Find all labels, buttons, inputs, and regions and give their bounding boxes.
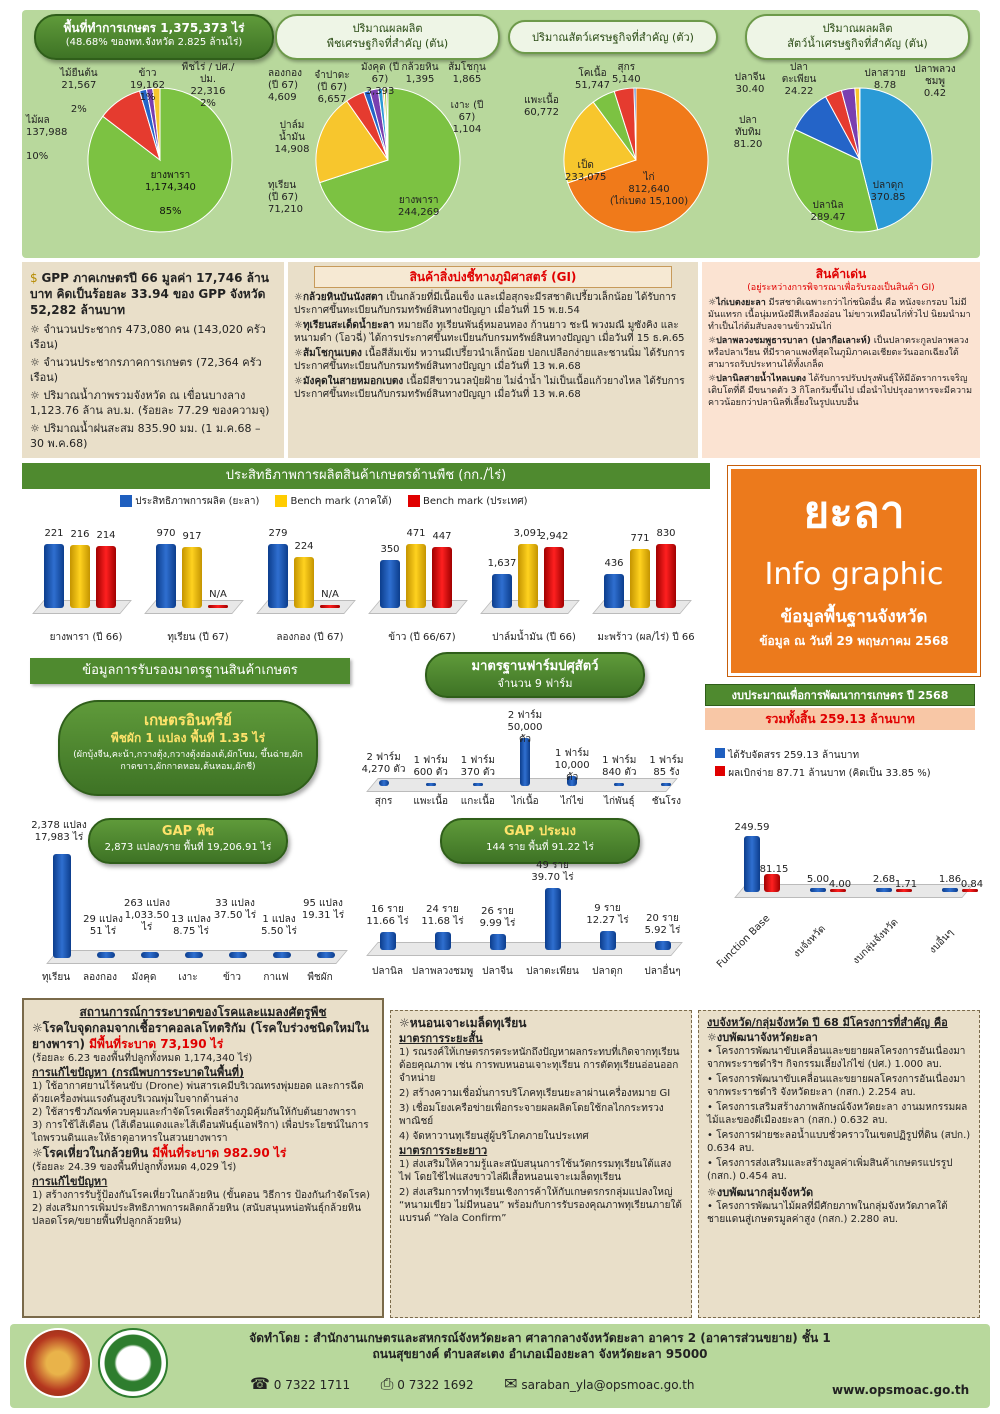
disease-1-head: ☼โรคใบจุดกลมจากเชื้อราคอลเลโทตริกัม (โรคใบร่วงชนิดใหม่ในยางพารา) มีพื้นที่ระบาด 73,190 ไร่ (32, 1021, 369, 1051)
farm-category-2: แกะเนื้อ (460, 796, 495, 807)
durian-short-4: 4) จัดหาวานทุเรียนสู่ผู้บริโภคภายในประเทศ (399, 1131, 589, 1142)
legend-swatch-yala (120, 495, 132, 507)
eff-value-1-2: N/A (209, 589, 227, 600)
gap-plant-value-1: 29 แปลง 51 ไร่ (83, 914, 123, 937)
gpp-text: $ GPP ภาคเกษตรปี 66 มูลค่า 17,746 ล้านบาท คิดเป็นร้อยละ 33.94 ของ GPP จังหวัด 52,282 ล้านบาท (30, 271, 269, 317)
farm-bar-6 (661, 783, 671, 786)
gap-plant-category-1: ลองกอง (83, 972, 117, 983)
eff-value-5-1: 771 (630, 532, 650, 544)
gap-fish-value-4: 9 ราย 12.27 ไร่ (586, 902, 629, 926)
disease-1-fix-1: 1) ใช้อากาศยานไร้คนขับ (Drone) พ่นสารเคมีบริเวณทรงพุ่มยอด และการฉีดด้วยเครื่องพ่นแรงดันสูงบริเวณพุ่มใบจากด้านล่าง (32, 1081, 364, 1105)
efficiency-legend: ประสิทธิภาพการผลิต (ยะลา) Bench mark (ภาคใต้) Bench mark (ประเทศ) (120, 495, 680, 508)
eff-value-2-0: 279 (268, 528, 288, 539)
eff-value-0-2: 214 (96, 530, 116, 542)
disease-2-fix-head: การแก้ไขปัญหา (32, 1175, 108, 1188)
pie2-label-rubber: ยางพารา 244,269 (398, 195, 440, 218)
eff-bar-0-1 (70, 545, 90, 608)
budget-category-1: งบจังหวัด (791, 923, 828, 960)
gap-plant-bar-4 (229, 952, 247, 958)
budget-chart (700, 820, 984, 990)
budget-title: งบประมาณเพื่อการพัฒนาการเกษตร ปี 2568 (705, 684, 975, 706)
pie1-label-fieldcrop: พืชไร่ / ปศ./ปม. 22,316 2% (181, 62, 235, 109)
gap-fish-category-4: ปลาดุก (592, 966, 623, 977)
projects-group-1: • โครงการพัฒนาไม้ผลที่มีศักยภาพในกลุ่มจังหวัดภาคใต้ชายแดนสู่เกษตรมูลค่าสูง (กสก.) 2.280 ลบ. (707, 1201, 948, 1225)
eff-value-4-0: 1,637 (487, 558, 517, 570)
gap-fish-category-3: ปลาตะเพียน (526, 966, 579, 977)
eff-value-4-2: 2,942 (539, 531, 569, 543)
eff-bar-0-0 (44, 544, 64, 608)
farm-bar-0 (379, 780, 389, 786)
gap-plant-value-2: 263 แปลง 1,033.50 ไร่ (123, 898, 171, 933)
pie3-label-chicken: ไก่ 812,640 (ไก่เบตง 15,100) (609, 172, 689, 207)
disease-1-fix-3: 3) การใช้ไส้เดือน (ไส้เดือนแดงและไส้เดือนพันธุ์แอฟริกา) เพื่อประโยชน์ในการไถพรวนดินและให้ธาตุอาหารในสวนยางพารา (32, 1120, 369, 1144)
gap-fish-pill (440, 818, 640, 864)
eff-bar-1-2 (208, 605, 228, 608)
pie2-label-longkong: ลองกอง (ปี 67) 4,609 (268, 68, 302, 103)
province-name: ยะลา (803, 487, 905, 538)
rain-text: ☼ ปริมาณน้ำฝนสะสม 835.90 มม. (1 ม.ค.68 – 30 พ.ค.68) (30, 422, 261, 450)
agri-population-text: ☼ จำนวนประชากรภาคการเกษตร (72,364 ครัวเรือน) (30, 356, 262, 384)
cert-title: ข้อมูลการรับรองมาตรฐานสินค้าเกษตร (30, 658, 350, 684)
gap-fish-value-5: 20 ราย 5.92 ไร่ (644, 912, 681, 936)
budget-legend-spent: ผลเบิกจ่าย 87.71 ล้านบาท (คิดเป็น 33.85 %) (715, 766, 985, 780)
farm-category-5: ไก่พันธุ์ (603, 796, 635, 807)
projects-prov-4: • โครงการฝายชะลอน้ำแบบชั่วคราวในเขตปฏิรูปที่ดิน (สปก.) 0.634 ลบ. (707, 1130, 971, 1154)
footer-contacts (250, 1376, 750, 1393)
efficiency-chart (22, 512, 710, 652)
eff-category-2: ลองกอง (ปี 67) (276, 632, 344, 643)
pie2-label-rambutan: เงาะ (ปี 67) 1,104 (450, 100, 484, 135)
gap-plant-sub: 2,873 แปลง/ราย พื้นที่ 19,206.91 ไร่ (104, 842, 272, 853)
eff-category-5: มะพร้าว (ผล/ไร่) ปี 66 (597, 632, 695, 643)
fish-title-pill: ปริมาณผลผลิต สัตว์น้ำเศรษฐกิจที่สำคัญ (ตัน) (745, 14, 970, 60)
money-icon: $ (30, 271, 42, 285)
farm-value-2: 1 ฟาร์ม 370 ตัว (460, 755, 496, 778)
durian-title: ☼หนอนเจาะเมล็ดทุเรียน (399, 1016, 527, 1030)
footer-line-1: จัดทำโดย : สำนักงานเกษตรและสหกรณ์จังหวัดยะลา ศาลากลางจังหวัดยะลา อาคาร 2 (อาคารส่วนขยาย) ชั้น 1 (249, 1331, 831, 1345)
farm-value-1: 1 ฟาร์ม 600 ตัว (413, 755, 448, 778)
highlight-item-3: ☼ปลานิลสายน้ำไหลเบตง ได้รับการปรับปรุงพันธุ์ให้มีอัตราการเจริญเติบโตที่ดี มีขนาดตัว 3 กิโลกรัมขึ้นไป เมื่อนำไปปรุงอาหารจะมีความคาวน้อยกว่าปลานิลที่เลี้ยงในรูปแบบอื่น (708, 374, 973, 408)
eff-bar-5-2 (656, 544, 676, 608)
data-date: ข้อมูล ณ วันที่ 29 พฤษภาคม 2568 (759, 634, 949, 648)
farm-bar-2 (473, 783, 483, 786)
farm-category-3: ไก่เนื้อ (511, 796, 539, 807)
pie3-label-pig: สุกร 5,140 (612, 62, 641, 85)
gap-plant-title: GAP พืช (161, 824, 215, 839)
organic-pill (58, 700, 318, 796)
gap-plant-category-0: ทุเรียน (41, 972, 71, 983)
gi-item-3: ☼ส้มโชกุนเบตง เนื้อสีส้มเข้ม หวานมีเปรี้ยวนำเล็กน้อย ปอกเปลือกง่ายและชานนิ่ม ได้รับการประกาศขึ้นทะเบียนกับกรมทรัพย์สินทางปัญญา เมื่อวันที่ 13 พ.ค.68 (294, 348, 685, 372)
eff-value-4-1: 3,091 (513, 528, 543, 539)
pie2-label-durian: ทุเรียน (ปี 67) 71,210 (268, 180, 303, 215)
durian-short-2: 2) สร้างความเชื่อมั่นการบริโภคทุเรียนยะลาผ่านเครื่องหมาย GI (399, 1088, 671, 1099)
budget-value-allocated-3: 1.86 (938, 874, 962, 885)
basic-info-panel (22, 262, 284, 458)
gap-fish-category-0: ปลานิล (371, 966, 404, 977)
farm-value-0: 2 ฟาร์ม 4,270 ตัว (361, 752, 406, 776)
agri-office-logo (24, 1328, 92, 1398)
projects-prov-5: • โครงการส่งเสริมและสร้างมูลค่าเพิ่มสินค้าเกษตรแปรรูป (กสก.) 0.454 ลบ. (707, 1158, 953, 1182)
eff-bar-1-0 (156, 544, 176, 608)
legend-swatch-south (275, 495, 287, 507)
animal-title-pill: ปริมาณสัตว์เศรษฐกิจที่สำคัญ (ตัว) (508, 20, 718, 54)
eff-category-3: ข้าว (ปี 66/67) (388, 632, 456, 643)
projects-panel (698, 1010, 980, 1318)
gap-fish-value-1: 24 ราย 11.68 ไร่ (421, 903, 464, 927)
eff-bar-3-2 (432, 547, 452, 608)
farm-bar-5 (614, 783, 624, 786)
projects-prov-1: • โครงการพัฒนาขับเคลื่อนและขยายผลโครงการอันเนื่องมาจากพระราชดำริฯ กิจกรรมเลี้ยงไก่ไข่ (ปศ.) 1.000 ลบ. (707, 1046, 966, 1070)
website-link[interactable]: www.opsmoac.go.th (832, 1383, 970, 1397)
farm-standard-count: จำนวน 9 ฟาร์ม (497, 677, 573, 690)
phone-number[interactable]: 0 7322 1711 (273, 1378, 351, 1392)
disease-2-fix-1: 1) สร้างการรับรู้ป้องกันโรคเหี่ยวในกล้วยหิน (ขั้นตอน วิธีการ ป้องกันกำจัดโรค) (32, 1190, 371, 1201)
farm-bar-1 (426, 783, 436, 786)
gap-plant-bar-0 (53, 854, 71, 958)
farm-category-4: ไก่ไข่ (560, 796, 584, 807)
budget-value-allocated-0: 249.59 (734, 822, 770, 833)
pie2-label-banana: กล้วยหิน 1,395 (401, 62, 439, 85)
budget-value-allocated-2: 2.68 (872, 874, 896, 885)
farm-standard-title: มาตรฐานฟาร์มปศุสัตว์ (471, 659, 599, 674)
budget-legend-allocated: ได้รับจัดสรร 259.13 ล้านบาท (715, 748, 985, 762)
eff-value-3-0: 350 (380, 544, 400, 556)
eff-bar-3-0 (380, 560, 400, 608)
gap-plant-category-6: พืชผัก (307, 972, 333, 983)
pie3-label-duck: เป็ด 233,075 (565, 160, 607, 183)
disease-1-pct: (ร้อยละ 6.23 ของพื้นที่ปลูกทั้งหมด 1,174,340 ไร่) (32, 1053, 253, 1064)
gap-plant-bar-6 (317, 952, 335, 958)
legend-swatch-country (408, 495, 420, 507)
projects-group-head: ☼งบพัฒนากลุ่มจังหวัด (707, 1186, 814, 1199)
eff-value-5-0: 436 (604, 558, 624, 570)
durian-long-2: 2) ส่งเสริมการทำทุเรียนเชิงการค้าให้กับเกษตรกรกลุ่มแปลงใหญ่ “หนามเขียว ไม่มีหนอน” พร้อมกับการรับรองคุณภาพทุเรียนภายใต้แบรนด์ “Yala Confirm” (399, 1187, 682, 1224)
pie1-label-rubber: ยางพารา 1,174,340 85% (145, 170, 196, 217)
budget-total: รวมทั้งสิ้น 259.13 ล้านบาท (705, 708, 975, 730)
organic-title: เกษตรอินทรีย์ (144, 711, 232, 729)
water-text: ☼ ปริมาณน้ำภาพรวมจังหวัด ณ เขื่อนบางลาง 1,123.76 ล้าน ลบ.ม. (ร้อยละ 77.29 ของความจุ) (30, 389, 270, 417)
footer-line-2: ถนนสุขยางค์ ตำบลสะเตง อำเภอเมืองยะลา จังหวัดยะลา 95000 (372, 1347, 708, 1361)
gap-plant-chart (30, 820, 350, 990)
budget-value-spent-1: 4.00 (828, 879, 852, 890)
gap-plant-category-5: กาแฟ (263, 972, 289, 983)
eff-bar-5-1 (630, 549, 650, 608)
eff-bar-2-2 (320, 605, 340, 608)
pie4-label-catfish: ปลาดุก 370.85 (870, 180, 906, 203)
eff-value-1-1: 917 (182, 531, 202, 543)
email-address[interactable]: saraban_yla@opsmoac.go.th (521, 1378, 695, 1392)
disease-2-head: ☼โรคเหี่ยวในกล้วยหิน มีพื้นที่ระบาด 982.90 ไร่ (32, 1146, 287, 1160)
highlight-item-2: ☼ปลาพลวงชมพูธารบาลา (ปลากือเลาะห์) เป็นปลาตระกูลปลาพลวง หรือปลาเวียน ที่มีราคาแพงที่สุดในภูมิภาคเอเชียตะวันออกเฉียงใต้ สามารถรับประทานได้ทั้งเกล็ด (708, 336, 969, 370)
gap-fish-bar-0 (380, 932, 396, 950)
gap-plant-category-2: มังคุด (131, 972, 157, 983)
eff-value-2-2: N/A (321, 589, 339, 600)
title-description: ข้อมูลพื้นฐานจังหวัด (780, 607, 928, 627)
gap-plant-category-3: เงาะ (178, 972, 198, 983)
eff-bar-4-2 (544, 547, 564, 608)
highlight-panel (702, 262, 980, 458)
farm-chart (360, 700, 690, 810)
farm-value-4: 1 ฟาร์ม 10,000 ตัว (554, 748, 590, 784)
durian-short-1: 1) รณรงค์ให้เกษตรกรตระหนักถึงปัญหาผลกระทบที่เกิดจากทุเรียนด้อยคุณภาพ เช่น การพบหนอนเจาะทุเรียน การตัดทุเรียนอ่อนออกจำหน่าย (399, 1047, 680, 1084)
gi-item-1: ☼กล้วยหินบันนังสตา เป็นกล้วยที่มีเนื้อแข็ง และเมื่อสุกจะมีรสชาติเปรี้ยวเล็กน้อย ได้รับการประกาศขึ้นทะเบียนกับกรมทรัพย์สินทางปัญญา เมื่อวันที่ 15 พ.ย.54 (294, 292, 677, 316)
gap-plant-bar-1 (97, 952, 115, 958)
email-icon: ✉ (504, 1374, 518, 1393)
gap-fish-sub: 144 ราย พื้นที่ 91.22 ไร่ (486, 842, 594, 853)
pie4-label-tapien: ปลาตะเพียน 24.22 (781, 62, 817, 97)
gap-plant-value-6: 95 แปลง 19.31 ไร่ (301, 898, 345, 921)
disease-panel (22, 998, 384, 1318)
gap-fish-category-5: ปลาอื่นๆ (644, 966, 681, 977)
pie4-label-swai: ปลาสวาย 8.78 (864, 68, 906, 91)
population-text: ☼ จำนวนประชากร 473,080 คน (143,020 ครัวเรือน) (30, 323, 266, 351)
footer-address (180, 1330, 900, 1362)
disease-1-fix-head: การแก้ไขปัญหา (กรณีพบการระบาดในพื้นที่) (32, 1066, 244, 1079)
eff-bar-2-0 (268, 544, 288, 608)
gi-title: สินค้าสิ่งบ่งชี้ทางภูมิศาสตร์ (GI) (314, 266, 672, 288)
durian-long-head: มาตรการระยะยาว (399, 1144, 488, 1157)
durian-short-3: 3) เชื่อมโยงเครือข่ายเพื่อกระจายผลผลิตโดยใช้กลไกกระทรวงพาณิชย์ (399, 1103, 664, 1127)
eff-value-1-0: 970 (156, 528, 176, 539)
gap-plant-bar-2 (141, 952, 159, 958)
highlight-subtitle: (อยู่ระหว่างการพิจารณาเพื่อรับรองเป็นสินค้า GI) (747, 283, 935, 293)
gap-plant-value-0: 2,378 แปลง 17,983 ไร่ (31, 820, 87, 843)
budget-value-spent-2: 1.71 (894, 879, 918, 890)
farm-category-1: แพะเนื้อ (413, 796, 449, 807)
organic-line: พืชผัก 1 แปลง พื้นที่ 1.35 ไร่ (110, 731, 266, 745)
pie2-label-mangosteen: มังคุด (ปี 67) 3,393 (360, 62, 400, 97)
pie1-label-perennial: ไม้ยืนต้น 21,567 2% (60, 68, 98, 115)
organic-detail: (ผักบุ้งจีน,คะน้า,กวางตุ้ง,กวางตุ้งฮ่องเต้,ผักโขม, ขึ้นฉ่าย,ผักกาดขาว,ผักกาดหอม,ต้นหอม,ผักชี) (73, 750, 303, 772)
eff-bar-3-1 (406, 544, 426, 608)
budget-value-spent-0: 81.15 (759, 863, 789, 875)
budget-category-2: งบกลุ่มจังหวัด (850, 916, 901, 967)
budget-legend (715, 748, 985, 780)
eff-category-1: ทุเรียน (ปี 67) (167, 632, 229, 643)
infographic-title: Info graphic (764, 557, 944, 592)
ministry-logo (98, 1328, 168, 1398)
pie3-label-cattle: โคเนื้อ 51,747 (575, 68, 610, 91)
gap-fish-value-2: 26 ราย 9.99 ไร่ (479, 906, 516, 930)
gap-plant-bar-3 (185, 952, 203, 958)
pie2-label-palm: ปาล์มน้ำมัน 14,908 (274, 120, 310, 155)
disease-2-fix-2: 2) ส่งเสริมการเพิ่มประสิทธิภาพการผลิตกล้วยหิน (สนับสนุนหน่อพันธุ์กล้วยหินปลอดโรค/ขยายพื้นที่ปลูกกล้วยหิน) (32, 1203, 362, 1227)
projects-title: งบจังหวัด/กลุ่มจังหวัด ปี 68 มีโครงการที่สำคัญ คือ (707, 1016, 948, 1029)
pie4-label-chinese: ปลาจีน 30.40 (734, 72, 766, 95)
gap-fish-value-0: 16 ราย 11.66 ไร่ (366, 903, 409, 927)
pie4-label-tubtim: ปลาทับทิม 81.20 (733, 115, 763, 150)
gap-fish-value-3: 49 ราย 39.70 ไร่ (531, 860, 574, 883)
farm-value-3: 2 ฟาร์ม 50,000 ตัว (507, 710, 543, 745)
gap-fish-base (366, 942, 683, 956)
gap-fish-bar-1 (435, 932, 451, 950)
pie4-label-tilapia: ปลานิล 289.47 (810, 200, 846, 223)
gi-item-2: ☼ทุเรียนสะเด็ดน้ำยะลา หมายถึง ทุเรียนพันธุ์หมอนทอง ก้านยาว ชะนี พวงมณี มูซังคิง และหนามดำ (โอวฉี่) ได้การประกาศขึ้นทะเบียนกับกรมทรัพย์สินทางปัญญา เมื่อวันที่ 15 ธ.ค.65 (294, 320, 685, 344)
eff-value-5-2: 830 (656, 528, 676, 539)
farm-category-6: ชันโรง (651, 796, 682, 807)
pie1-label-orchard: ไม้ผล 137,988 10% (26, 115, 68, 162)
projects-prov-head: ☼งบพัฒนาจังหวัดยะลา (707, 1031, 818, 1044)
eff-category-4: ปาล์มน้ำมัน (ปี 66) (492, 632, 576, 643)
pie3-label-goat: แพะเนื้อ 60,772 (524, 95, 559, 118)
disease-2-pct: (ร้อยละ 24.39 ของพื้นที่ปลูกทั้งหมด 4,029 ไร่) (32, 1162, 237, 1173)
fax-number[interactable]: 0 7322 1692 (397, 1378, 474, 1392)
gap-fish-chart (360, 860, 690, 990)
eff-value-0-0: 221 (44, 528, 64, 539)
durian-short-head: มาตรการระยะสั้น (399, 1032, 483, 1045)
eff-value-2-1: 224 (294, 540, 314, 552)
durian-panel (390, 1010, 692, 1318)
gap-fish-category-1: ปลาพลวงชมพู (411, 966, 474, 977)
gap-plant-value-4: 33 แปลง 37.50 ไร่ (213, 898, 257, 921)
gap-plant-category-4: ข้าว (222, 972, 242, 983)
gi-panel (288, 262, 698, 458)
pie4-label-pluang: ปลาพลวงชมพู 0.42 (914, 64, 956, 99)
area-title: พื้นที่ทำการเกษตร 1,375,373 ไร่ (63, 21, 245, 35)
area-subtitle: (48.68% ของพท.จังหวัด 2.825 ล้านไร่) (65, 37, 243, 48)
gi-item-4: ☼มังคุดในสายหมอกเบตง เนื้อมีสีขาวนวลปุ๋ยฝ้าย ไม่ฉ่ำน้ำ ไม่เป็นเนื้อแก้วยางไหล ได้รับการประกาศขึ้นทะเบียนกับกรมทรัพย์สินทางปัญญา เมื่อวันที่ 13 พ.ค.68 (294, 376, 685, 400)
projects-prov-2: • โครงการพัฒนาขับเคลื่อนและขยายผลโครงการอันเนื่องมาจากพระราชดำริ จังหวัดยะลา (กสก.) 2.254 ลบ. (707, 1074, 966, 1098)
budget-bar-spent-0 (764, 874, 780, 892)
eff-category-0: ยางพารา (ปี 66) (49, 632, 123, 643)
highlight-item-1: ☼ไก่เบตงยะลา มีรสชาติเฉพาะกว่าไก่ชนิดอื่น คือ หนังจะกรอบ ไม่มีมันแทรก เนื้อนุ่มหนังมีสีเหลืองอ่อน ไม่ขาวเหมือนไก่ทั่วไป นิยมนำมาทำเป็นไก่ต้มสับลงจานข้าวมันไก่ (708, 298, 971, 332)
efficiency-title: ประสิทธิภาพการผลิตสินค้าเกษตรด้านพืช (กก./ไร่) (22, 463, 710, 489)
eff-bar-0-2 (96, 546, 116, 608)
disease-title: สถานการณ์การระบาดของโรคและแมลงศัตรูพืช (79, 1005, 327, 1019)
pie2-label-champada: จำปาดะ (ปี 67) 6,657 (314, 70, 350, 105)
budget-value-allocated-1: 5.00 (806, 874, 830, 885)
pie2-label-shogun: ส้มโชกุน 1,865 (448, 62, 486, 85)
gap-fish-bar-3 (545, 888, 561, 950)
budget-category-3: งบอื่นๆ (927, 927, 956, 956)
gap-fish-title: GAP ประมง (504, 824, 576, 839)
projects-prov-3: • โครงการเสริมสร้างภาพลักษณ์จังหวัดยะลา งานมหกรรมผลไม้และของดีเมืองยะลา (กสก.) 0.632 ลบ. (707, 1102, 968, 1126)
budget-category-0: Function Base (714, 912, 773, 971)
highlight-title: สินค้าเด่น (815, 267, 867, 281)
title-box (728, 466, 980, 676)
farm-standard-pill (425, 652, 645, 698)
gap-fish-bar-2 (490, 934, 506, 950)
disease-1-fix-2: 2) ใช้สารชีวภัณฑ์ควบคุมและกำจัดโรคเพื่อสร้างภูมิคุ้มกันให้กับต้นยางพารา (32, 1107, 357, 1118)
eff-bar-5-0 (604, 574, 624, 608)
gap-fish-bar-5 (655, 941, 671, 950)
budget-value-spent-3: 0.84 (960, 879, 984, 890)
durian-long-1: 1) ส่งเสริมให้ความรู้และสนับสนุนการใช้นวัตกรรมทุเรียนใต้แสงไฟ โดยใช้ไฟแสงขาวไล่ผีเสื้อหนอนเจาะเมล็ดทุเรียน (399, 1159, 672, 1183)
eff-value-3-1: 471 (406, 528, 426, 539)
gap-fish-bar-4 (600, 931, 616, 950)
phone-icon: ☎ (250, 1374, 270, 1393)
farm-category-0: สุกร (374, 796, 393, 807)
farm-value-5: 1 ฟาร์ม 840 ตัว (602, 755, 637, 778)
eff-value-0-1: 216 (70, 529, 90, 541)
gap-plant-value-5: 1 แปลง 5.50 ไร่ (261, 914, 297, 937)
gap-plant-bar-5 (273, 952, 291, 958)
gap-fish-category-2: ปลาจีน (482, 966, 513, 977)
crop-title-pill: ปริมาณผลผลิต พืชเศรษฐกิจที่สำคัญ (ตัน) (275, 14, 500, 60)
eff-bar-4-0 (492, 574, 512, 608)
pie1-label-rice: ข้าว 19,162 1% (130, 68, 165, 103)
farm-value-6: 1 ฟาร์ม 85 รัง (649, 755, 684, 778)
eff-value-3-2: 447 (432, 531, 452, 543)
eff-bar-4-1 (518, 544, 538, 608)
fax-icon: ⎙ (380, 1374, 394, 1393)
gap-plant-value-3: 13 แปลง 8.75 ไร่ (171, 914, 211, 937)
